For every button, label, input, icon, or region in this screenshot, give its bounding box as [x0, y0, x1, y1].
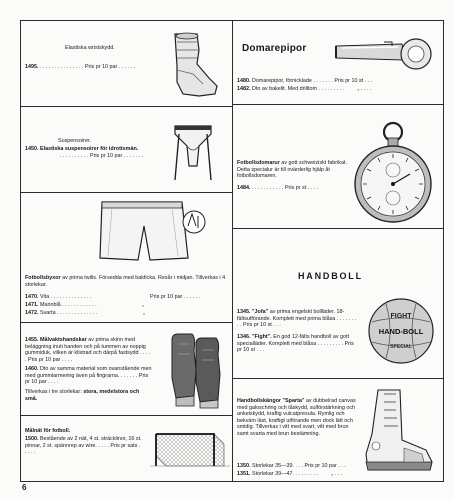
suspensoir-line	[25, 146, 138, 153]
shorts-description	[25, 275, 229, 288]
handball-ball-illustration	[366, 296, 436, 366]
shorts-desc: av prima twills. Försedda med bakficka. Resår i midjan. Tillverkas i 4 storlekar.	[25, 275, 226, 288]
handball-item-1346: 1346. "Fight". En god 12-fälts handboll av gott specialläder. Komplett med blåsa . . . . . . . . . Pris pr 10 st . . .	[237, 334, 354, 354]
wristband-illustration	[163, 30, 221, 100]
divider	[232, 228, 443, 229]
goalkeeper-gloves-illustration	[166, 330, 226, 410]
shorts-item-1470: 1470. Vita . . . . . . . . . . . . . .	[25, 294, 92, 300]
gloves-sizes: Tillverkas i tre storlekar: stora, medelstora och små.	[25, 389, 140, 402]
watch-price-line: 1484. . . . . . . . . . . . Pris pr st . . . .	[237, 185, 319, 191]
whistle-item-1482: 1482. Dto av bakelit. Med drilltom . . . . . . . . . „ . . . .	[237, 86, 372, 92]
item-number: 1495.	[25, 64, 39, 70]
suspensoir-price: . . . . . . . . . . Pris pr 10 par . . . . . . .	[60, 153, 144, 159]
wristband-line: 1495. . . . . . . . . . . . . . . . Pris pr 10 par . . . . . .	[25, 64, 136, 70]
ball-label-3: SPECIAL	[390, 344, 412, 350]
column-divider	[232, 20, 233, 482]
handball-item-1345: 1345. "Jofa" av prima engelskt bollläder. 18-fältsutförande. Komplett med prima blåsa . . . . . . . . . Pris pr 10 st . . .	[237, 309, 357, 329]
shorts-illustration	[92, 198, 207, 264]
price-label: Pris pr 10 par	[84, 64, 118, 70]
goal-title: Målnät för fotboll.	[25, 428, 71, 434]
suspensoir-title: Suspensoirer.	[58, 138, 91, 144]
shoes-description: Handbollskängor "Sparta" av dubbelrad canvas med galoschring och tåskydd, sulförstärkning och ankelskydd, kraftig vulcatpresula. Rymlig och bekväm läst, kraftigt utförande men dock lätt och smidig. Tillverkas i vitt med svart, vitt med brun samt svarta med brun bestämning.	[237, 398, 356, 437]
stopwatch-illustration	[352, 118, 434, 226]
divider	[20, 415, 232, 416]
frame-left-rule	[20, 20, 21, 482]
item-description: Elastiska suspensoirer för idrottsmän.	[40, 146, 139, 152]
whistle-item-1480: 1480. Domarepipor, förnicklade . . . . . . . Pris pr 10 st . . .	[237, 78, 373, 84]
watch-description: Fotbollsdomarur av gott schweiziskt fabrikat. Detta specialur är till ovärderlig hjälp åt fotbollsdomaren.	[237, 160, 347, 180]
divider	[20, 106, 232, 107]
goal-description: 1500. Bestående av 2 nät, 4 st. sträcklinor, 16 st. pinnar, 2 st. spännrep av wire. . . . . Pris pr sats . . . . .	[25, 436, 142, 456]
gloves-description-1: 1455. Målvaktshandskar av prima skinn med beläggning inuti handen och på tummen av noppig gummiduk, vilken är klistrad och därpå fastsydd . . . . . Pris pr 10 par . . . .	[25, 337, 151, 363]
shoes-item-1350: 1350. Storlekar 35—39. . . . Pris pr 10 par . . .	[237, 463, 346, 469]
page-number: 6	[22, 483, 27, 492]
divider	[232, 378, 443, 379]
whistle-illustration	[332, 32, 440, 72]
gloves-description-2: 1460. Dto av samma material som ovanstående men med gummiarmering även på fingrarna. . . . . . . Pris pr 10 par . . . .	[25, 366, 152, 386]
handball-shoe-illustration	[360, 384, 436, 478]
item-number: 1450.	[25, 146, 39, 152]
whistles-heading: Domarepipor	[242, 43, 307, 54]
shorts-title: Fotbollsbyxor	[25, 275, 61, 281]
shorts-item-1472: 1472. Svarta . . . . . . . . . . . . . . „	[25, 310, 145, 316]
divider	[232, 104, 443, 105]
shoes-item-1351: 1351. Storlekar 39—47. . . . . . . . . „ . . .	[237, 471, 343, 477]
price-label: Pris pr 10 par	[89, 153, 123, 159]
goal-net-illustration	[150, 420, 230, 472]
shorts-price-header: Pris pr 10 par . . . . . .	[150, 294, 201, 300]
frame-right-rule	[443, 20, 444, 482]
divider	[20, 192, 232, 193]
handball-heading: HANDBOLL	[298, 271, 363, 281]
wristband-title: Elastiska wristskydd.	[65, 45, 115, 51]
ball-label-1: FIGHT	[390, 313, 412, 320]
ball-label-2: HAND-BOLL	[378, 327, 424, 336]
suspensoir-illustration	[171, 120, 215, 186]
divider	[20, 322, 232, 323]
shorts-item-1471: 1471. Marinblå . . . . . . . . . . . . „	[25, 302, 144, 308]
